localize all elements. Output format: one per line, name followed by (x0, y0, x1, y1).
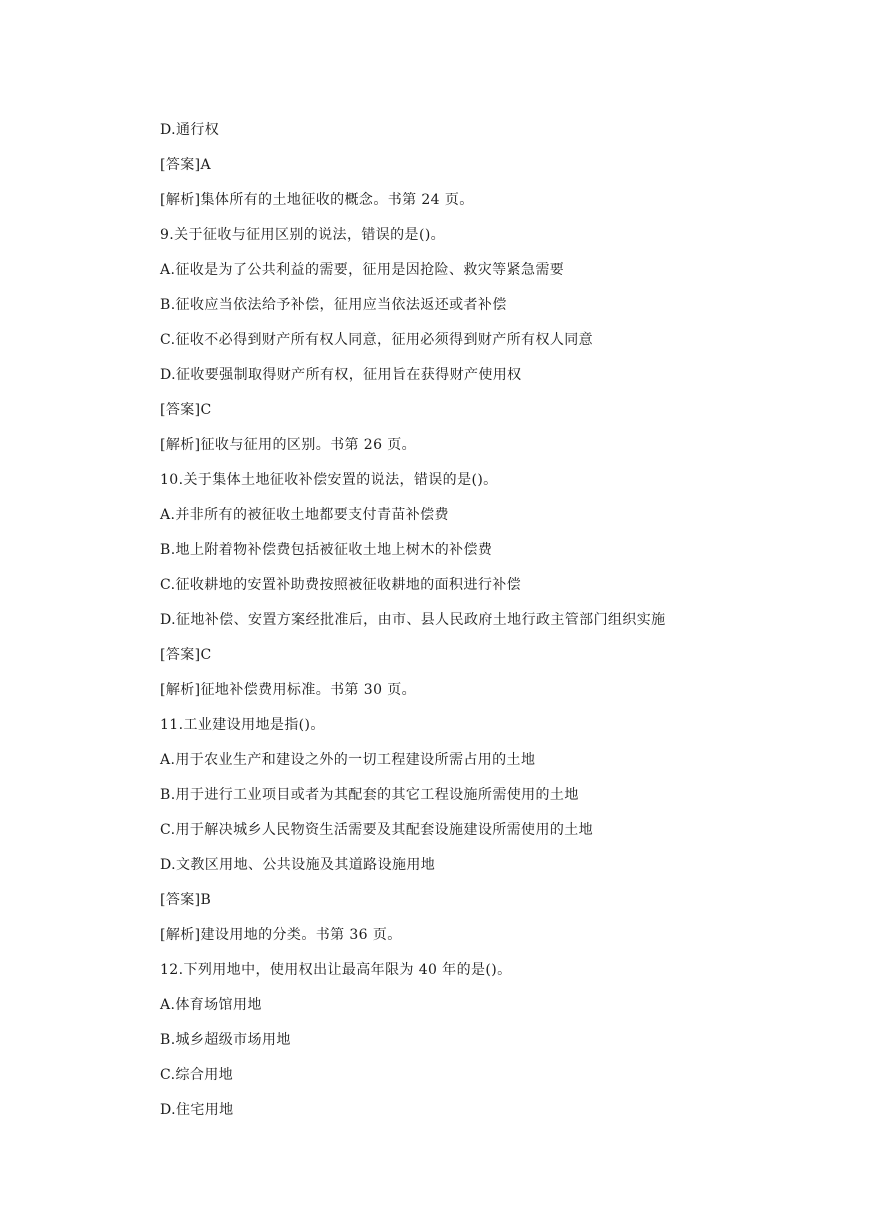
question-11: 11.工业建设用地是指()。 (160, 717, 325, 733)
question-10: 10.关于集体土地征收补偿安置的说法，错误的是()。 (160, 472, 498, 488)
question-12-option-b: B.城乡超级市场用地 (160, 1032, 291, 1048)
question-11-option-d: D.文教区用地、公共设施及其道路设施用地 (160, 857, 436, 873)
option-d-previous: D.通行权 (160, 122, 220, 138)
question-9: 9.关于征收与征用区别的说法，错误的是()。 (160, 227, 446, 243)
question-10-option-c: C.征收耕地的安置补助费按照被征收耕地的面积进行补偿 (160, 577, 522, 593)
question-9-answer: [答案]C (160, 402, 212, 418)
question-12-option-c: C.综合用地 (160, 1067, 234, 1083)
question-10-explanation: [解析]征地补偿费用标准。书第 30 页。 (160, 682, 417, 698)
question-10-option-d: D.征地补偿、安置方案经批准后，由市、县人民政府土地行政主管部门组织实施 (160, 612, 666, 628)
question-12-option-a: A.体育场馆用地 (160, 997, 262, 1013)
question-9-option-b: B.征收应当依法给予补偿，征用应当依法返还或者补偿 (160, 297, 507, 313)
question-11-answer: [答案]B (160, 892, 212, 908)
question-9-explanation: [解析]征收与征用的区别。书第 26 页。 (160, 437, 417, 453)
question-11-option-b: B.用于进行工业项目或者为其配套的其它工程设施所需使用的土地 (160, 787, 579, 803)
question-11-option-c: C.用于解决城乡人民物资生活需要及其配套设施建设所需使用的土地 (160, 822, 594, 838)
question-10-answer: [答案]C (160, 647, 212, 663)
question-9-option-a: A.征收是为了公共利益的需要，征用是因抢险、救灾等紧急需要 (160, 262, 565, 278)
question-9-option-c: C.征收不必得到财产所有权人同意，征用必须得到财产所有权人同意 (160, 332, 594, 348)
question-12: 12.下列用地中，使用权出让最高年限为 40 年的是()。 (160, 962, 512, 978)
question-10-option-b: B.地上附着物补偿费包括被征收土地上树木的补偿费 (160, 542, 493, 558)
question-10-option-a: A.并非所有的被征收土地都要支付青苗补偿费 (160, 507, 449, 523)
explanation-previous: [解析]集体所有的土地征收的概念。书第 24 页。 (160, 192, 474, 208)
question-9-option-d: D.征收要强制取得财产所有权，征用旨在获得财产使用权 (160, 367, 522, 383)
answer-previous: [答案]A (160, 157, 212, 173)
question-12-option-d: D.住宅用地 (160, 1102, 234, 1118)
question-11-option-a: A.用于农业生产和建设之外的一切工程建设所需占用的土地 (160, 752, 536, 768)
document-page (160, 113, 840, 1128)
question-11-explanation: [解析]建设用地的分类。书第 36 页。 (160, 927, 402, 943)
